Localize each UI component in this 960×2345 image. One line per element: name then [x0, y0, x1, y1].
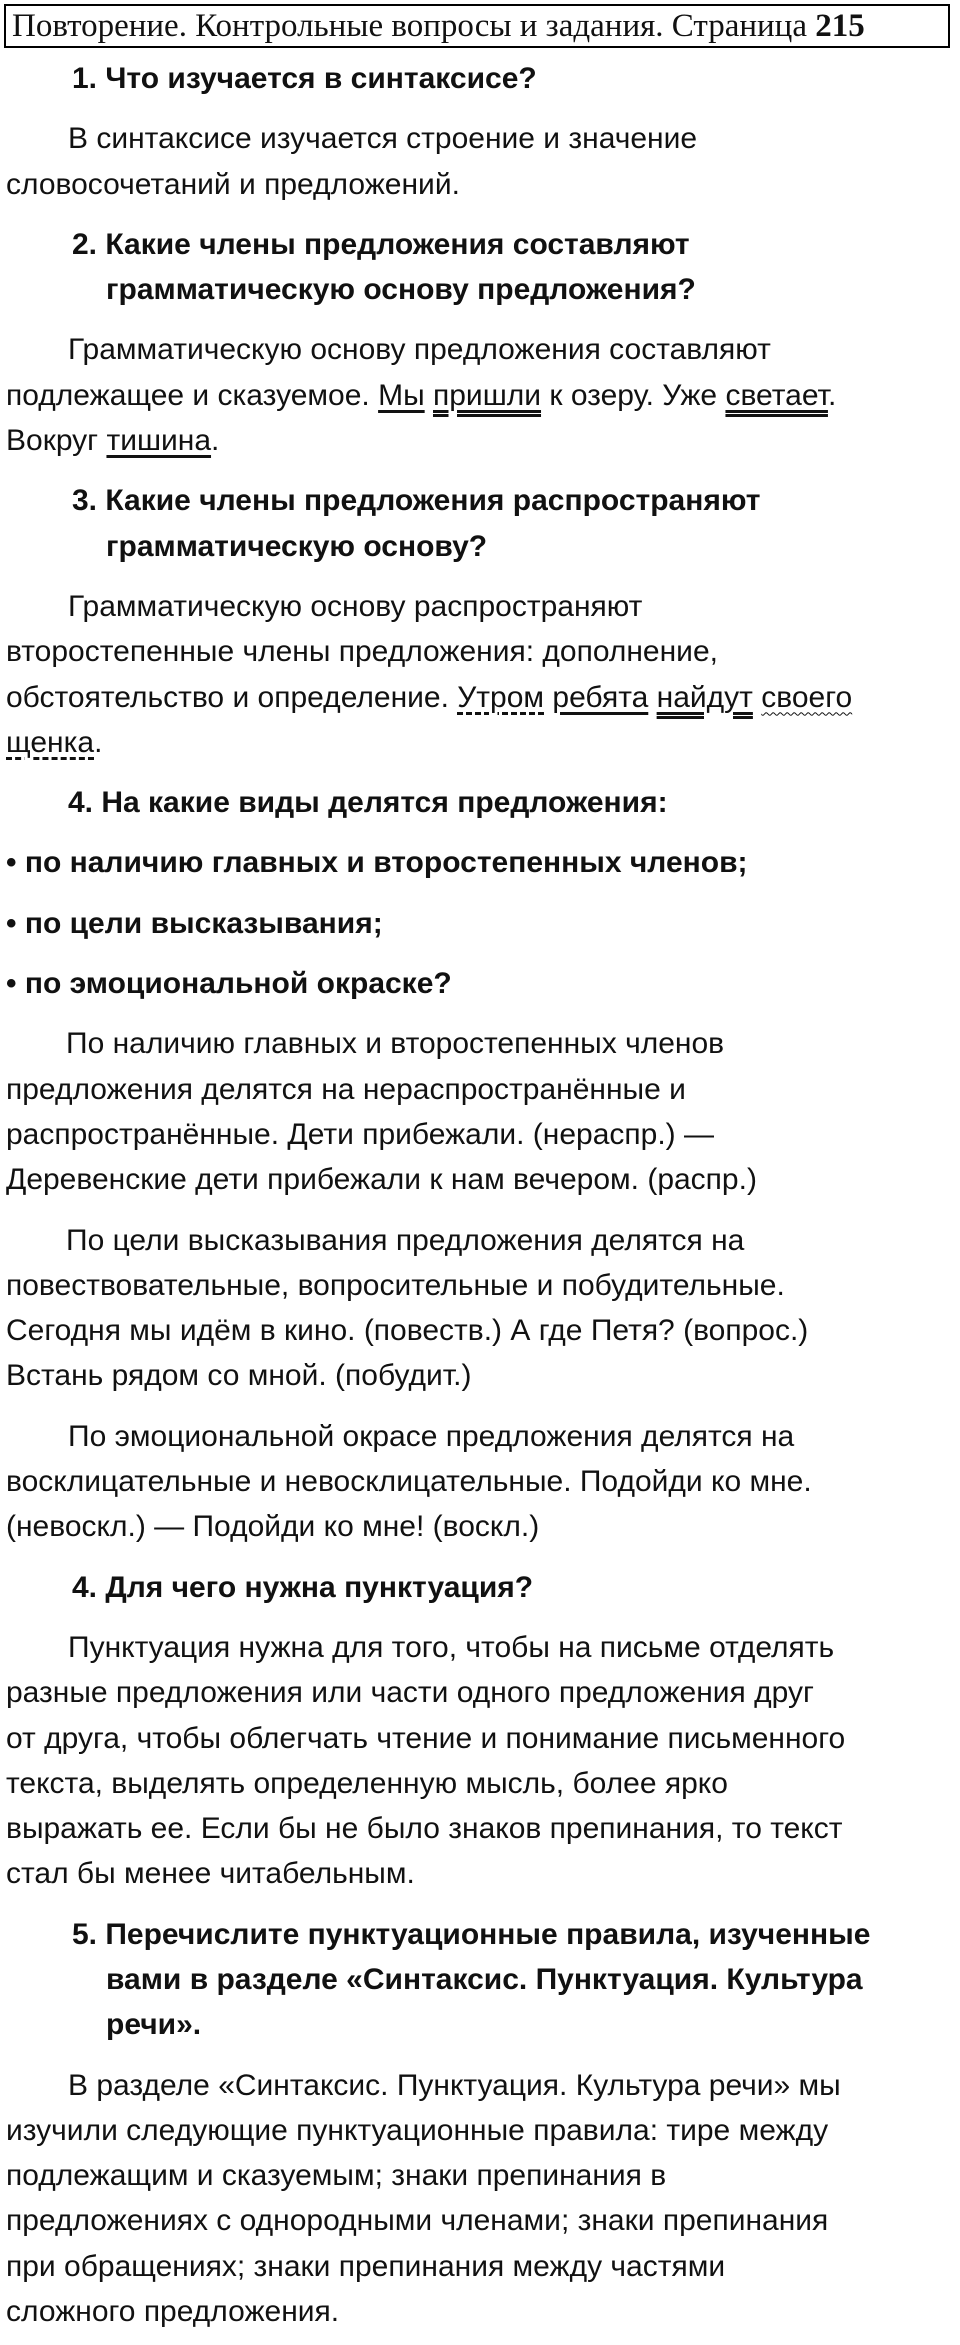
answer-text: к озеру. Уже: [541, 378, 726, 412]
predicate-word: найдут: [656, 680, 753, 714]
adverbial-word: Утром: [457, 680, 545, 714]
answer-2-line: [6, 418, 936, 463]
question-4-bullet: • по эмоциональной окраске?: [6, 967, 452, 1001]
answer-4-line: восклицательные и невосклицательные. Подойди ко мне.: [6, 1465, 812, 1499]
answer-1-line: словосочетаний и предложений.: [6, 167, 460, 201]
answer-4-line: распространённые. Дети прибежали. (нераспр.) —: [6, 1117, 715, 1151]
answer-4-line: повествовательные, вопросительные и побудительные.: [6, 1268, 785, 1302]
object-word: щенка: [6, 725, 95, 759]
answer-text: обстоятельство и определение.: [6, 680, 458, 714]
question-5-line: вами в разделе «Синтаксис. Пунктуация. Культура: [106, 1962, 863, 1996]
answer-4-line: (невоскл.) — Подойди ко мне! (воскл.): [6, 1510, 540, 1544]
attribute-word: своего: [761, 680, 853, 714]
question-punctuation: 4. Для чего нужна пунктуация?: [72, 1570, 534, 1604]
answer-punctuation-line: от друга, чтобы облегчать чтение и понимание письменного: [6, 1721, 846, 1755]
answer-3-line: [6, 675, 936, 720]
answer-text: Вокруг: [6, 424, 107, 458]
answer-4-line: Деревенские дети прибежали к нам вечером. (распр.): [6, 1163, 757, 1197]
question-4-bullet: • по цели высказывания;: [6, 906, 383, 940]
question-1: 1. Что изучается в синтаксисе?: [72, 62, 537, 95]
answer-4-line: По цели высказывания предложения делятся на: [66, 1223, 745, 1257]
answer-3-line: второстепенные члены предложения: дополнение,: [6, 635, 718, 669]
header-title: Повторение. Контрольные вопросы и задания. Страница: [12, 8, 807, 44]
answer-1-line: В синтаксисе изучается строение и значение: [68, 122, 698, 156]
answer-5-line: подлежащим и сказуемым; знаки препинания в: [6, 2159, 667, 2193]
question-3-line: 3. Какие члены предложения распространяют: [72, 484, 761, 518]
answer-2-line: [6, 373, 936, 418]
question-4: 4. На какие виды делятся предложения:: [68, 786, 668, 820]
answer-text: подлежащее и сказуемое.: [6, 378, 379, 412]
answer-5-line: изучили следующие пунктуационные правила: тире между: [6, 2113, 829, 2147]
answer-5-line: В разделе «Синтаксис. Пунктуация. Культура речи» мы: [68, 2068, 841, 2102]
answer-4-line: Встань рядом со мной. (побудит.): [6, 1359, 472, 1393]
answer-punctuation-line: выражать ее. Если бы не было знаков препинания, то текст: [6, 1812, 843, 1846]
header-page-number: 215: [815, 8, 865, 44]
document-body: [6, 56, 936, 2334]
answer-3-line: Грамматическую основу распространяют: [68, 589, 643, 623]
answer-5-line: сложного предложения.: [6, 2295, 340, 2329]
answer-4-line: По эмоциональной окрасе предложения делятся на: [68, 1419, 795, 1453]
subject-word: Мы: [378, 378, 425, 412]
answer-punctuation-line: Пунктуация нужна для того, чтобы на письме отделять: [68, 1630, 835, 1664]
answer-text: .: [211, 424, 220, 458]
subject-word: тишина: [106, 424, 212, 458]
question-5-line: речи».: [106, 2008, 202, 2042]
question-5-line: 5. Перечислите пунктуационные правила, изученные: [72, 1917, 871, 1951]
answer-4-line: По наличию главных и второстепенных членов: [66, 1027, 725, 1061]
answer-text: .: [827, 378, 837, 412]
page-header: [4, 4, 950, 48]
answer-punctuation-line: текста, выделять определенную мысль, более ярко: [6, 1766, 728, 1800]
answer-punctuation-line: стал бы менее читабельным.: [6, 1857, 415, 1891]
answer-4-line: Сегодня мы идём в кино. (повеств.) А где Петя? (вопрос.): [6, 1314, 809, 1348]
question-2-line: 2. Какие члены предложения составляют: [72, 227, 690, 261]
predicate-word: пришли: [433, 378, 542, 412]
question-2-line: грамматическую основу предложения?: [106, 273, 696, 307]
answer-3-line: [6, 720, 936, 765]
answer-2-line: Грамматическую основу предложения составляют: [68, 333, 771, 367]
answer-punctuation-line: разные предложения или части одного предложения друг: [6, 1676, 814, 1710]
question-4-bullet: • по наличию главных и второстепенных членов;: [6, 846, 748, 880]
subject-word: ребята: [552, 680, 649, 714]
question-3-line: грамматическую основу?: [106, 529, 488, 563]
answer-5-line: при обращениях; знаки препинания между частями: [6, 2249, 726, 2283]
predicate-word: светает: [725, 378, 828, 412]
answer-4-line: предложения делятся на нераспространённые и: [6, 1072, 686, 1106]
answer-5-line: предложениях с однородными членами; знаки препинания: [6, 2204, 829, 2238]
answer-text: .: [94, 725, 103, 759]
